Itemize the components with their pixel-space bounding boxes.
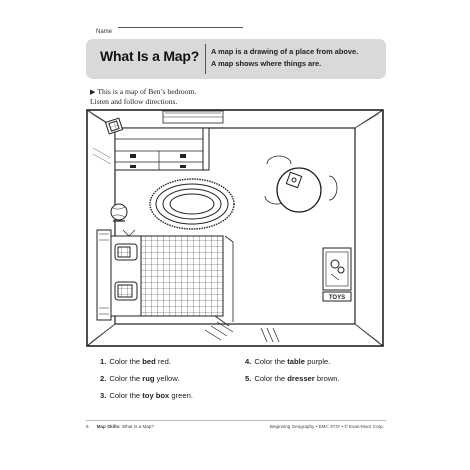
page-title: What Is a Map? bbox=[100, 48, 200, 64]
toy-box bbox=[323, 248, 351, 301]
arrow-icon: ▶ bbox=[90, 88, 96, 96]
footer-section-title: What Is a Map? bbox=[120, 424, 155, 429]
map-definition bbox=[211, 46, 358, 70]
direction-item: 2. Color the rug yellow. bbox=[100, 374, 180, 383]
banner-divider bbox=[205, 44, 206, 74]
title-banner bbox=[86, 39, 386, 79]
footer-rule bbox=[86, 420, 386, 421]
definition-line: A map shows where things are. bbox=[211, 59, 322, 68]
intro-text bbox=[90, 87, 196, 106]
directions-right bbox=[245, 356, 340, 390]
intro-line: Listen and follow directions. bbox=[90, 97, 178, 106]
directions-left bbox=[100, 356, 193, 407]
bedroom-map bbox=[85, 108, 385, 348]
toy-box-label: TOYS bbox=[328, 295, 346, 301]
rug bbox=[150, 179, 234, 229]
direction-item: 3. Color the toy box green. bbox=[100, 391, 193, 400]
name-line bbox=[118, 27, 243, 28]
definition-line: A map is a drawing of a place from above. bbox=[211, 47, 359, 56]
footer-credit: Beginning Geography • EMC 3737 • © Evan-Moor Corp. bbox=[269, 424, 384, 429]
table bbox=[265, 156, 337, 212]
direction-item: 1. Color the bed red. bbox=[100, 357, 171, 366]
footer-left bbox=[86, 424, 154, 429]
page-number: 6 bbox=[86, 424, 89, 429]
globe bbox=[111, 204, 127, 221]
name-field bbox=[96, 20, 256, 35]
bed bbox=[97, 230, 233, 326]
footer-section: Map Skills: bbox=[96, 424, 121, 429]
name-label: Name bbox=[96, 29, 113, 35]
floor-boards bbox=[205, 322, 279, 342]
direction-item: 5. Color the dresser brown. bbox=[245, 374, 340, 383]
dresser bbox=[105, 118, 209, 170]
intro-line: This is a map of Ben’s bedroom. bbox=[97, 87, 197, 96]
direction-item: 4. Color the table purple. bbox=[245, 357, 331, 366]
